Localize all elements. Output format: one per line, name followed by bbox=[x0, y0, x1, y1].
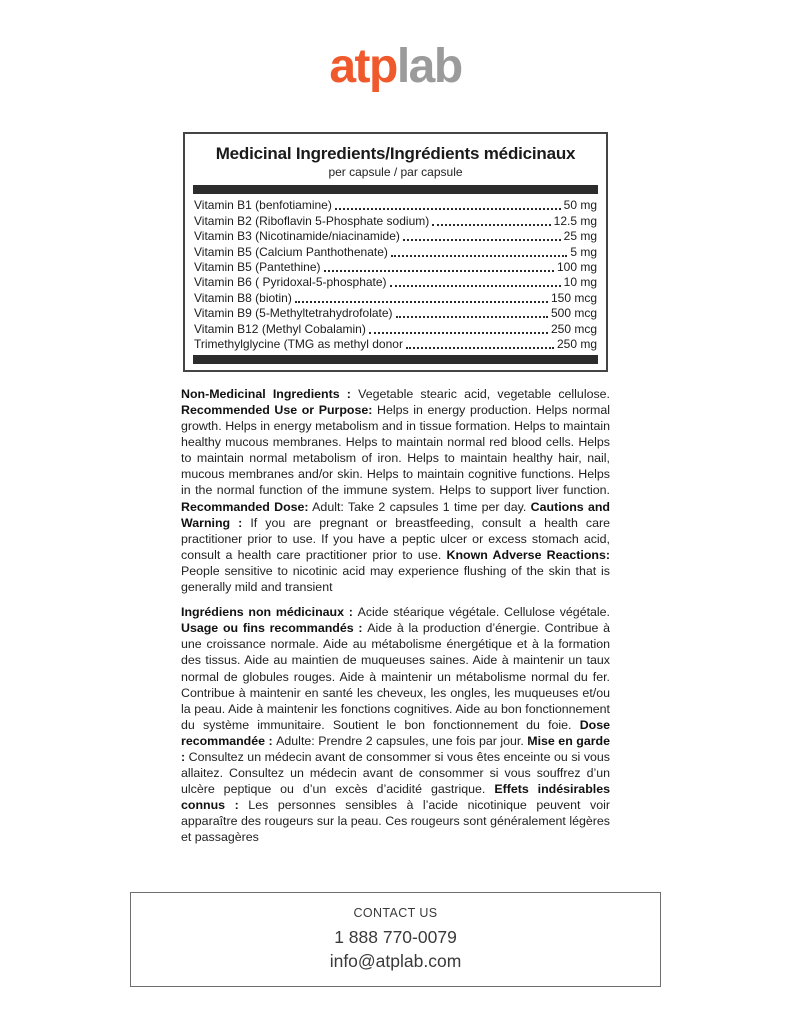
panel-subtitle: per capsule / par capsule bbox=[328, 165, 463, 179]
dot-leader bbox=[324, 270, 554, 272]
ingredient-row bbox=[194, 320, 597, 335]
dot-leader bbox=[396, 316, 548, 318]
dot-leader bbox=[391, 255, 567, 257]
ingredient-amount: 25 mg bbox=[563, 229, 597, 244]
brand-logo bbox=[0, 0, 791, 92]
ingredient-list bbox=[194, 197, 597, 351]
ingredient-name: Vitamin B3 (Nicotinamide/niacinamide) bbox=[194, 229, 400, 244]
ingredient-name: Vitamin B2 (Riboflavin 5-Phosphate sodium) bbox=[194, 213, 430, 228]
ingredient-amount: 10 mg bbox=[563, 275, 597, 290]
ingredient-amount: 250 mg bbox=[556, 336, 597, 351]
ingredient-row bbox=[194, 243, 597, 258]
ingredient-name: Vitamin B1 (benfotiamine) bbox=[194, 198, 332, 213]
ingredient-amount: 12.5 mg bbox=[553, 213, 597, 228]
ingredient-name: Vitamin B6 ( Pyridoxal-5-phosphate) bbox=[194, 275, 387, 290]
ingredient-name: Vitamin B5 (Pantethine) bbox=[194, 259, 321, 274]
ingredient-amount: 50 mg bbox=[563, 198, 597, 213]
contact-phone: 1 888 770-0079 bbox=[334, 926, 457, 947]
english-info-paragraph: Non-Medicinal Ingredients : Vegetable stearic acid, vegetable cellulose. Recommended Use or Purpose: Helps in energy production. Helps normal growth. Helps in energy metabolism and in tissue formation. Helps to maintain healthy mucous membranes. Helps to maintain normal red blood cells. Helps to maintain normal metabolism of iron. Helps to maintain healthy hair, nail, mucous membranes and/or skin. Helps to maintain cognitive functions. Helps in the normal function of the immune system. Helps to support liver function. Recommanded Dose: Adult: Take 2 capsules 1 time per day. Cautions and Warning : If you are pregnant or breastfeeding, consult a health care practitioner prior to use. If you have a peptic ulcer or excess stomach acid, consult a health care practitioner prior to use. Known Adverse Reactions: People sensitive to nicotinic acid may experience flushing of the skin that is generally mild and transient bbox=[181, 386, 611, 595]
contact-email: info@atplab.com bbox=[329, 950, 462, 971]
dot-leader bbox=[403, 239, 561, 241]
ingredient-row bbox=[194, 274, 597, 289]
dot-leader bbox=[406, 347, 554, 349]
french-info-paragraph: Ingrédiens non médicinaux : Acide stéarique végétale. Cellulose végétale. Usage ou fins recommandés : Aide à la production d’énergie. Contribue à une croissance normale. Aide au métabolisme énergétique et à la formation des tissus. Aide au maintien de muqueuses saines. Aide à maintenir un taux normal de globules rouges. Aide à maintenir un métabolisme normal du fer. Contribue à maintenir en santé les cheveux, les ongles, les muqueuses et/ou la peau. Aide à maintenir les fonctions cognitives. Aide au bon fonctionnement du système immunitaire. Soutient le bon fonctionnement du foie. Dose recommandée : Adulte: Prendre 2 capsules, une fois par jour. Mise en garde : Consultez un médecin avant de consommer si vous êtes enceinte ou si vous allaitez. Consultez un médecin avant de consommer si vous souffrez d’un ulcère peptique ou d’un excès d’acidité gastrique. Effets indésirables connus : Les personnes sensibles à l’acide nicotinique peuvent voir apparaître des rougeurs sur la peau. Ces rougeurs sont généralement légères et passagères bbox=[181, 605, 611, 845]
dot-leader bbox=[295, 301, 548, 303]
ingredient-row bbox=[194, 289, 597, 304]
dot-leader bbox=[432, 224, 550, 226]
dot-leader bbox=[335, 208, 561, 210]
contact-heading: CONTACT US bbox=[353, 905, 438, 920]
dot-leader bbox=[369, 332, 548, 334]
ingredient-row bbox=[194, 212, 597, 227]
ingredient-name: Vitamin B9 (5-Methyltetrahydrofolate) bbox=[194, 306, 393, 321]
divider-bar-bottom bbox=[193, 355, 598, 364]
contact-box bbox=[130, 892, 661, 987]
ingredient-name: Trimethylglycine (TMG as methyl donor bbox=[194, 336, 403, 351]
ingredient-amount: 100 mg bbox=[556, 259, 597, 274]
medicinal-ingredients-panel bbox=[183, 132, 608, 372]
ingredient-amount: 5 mg bbox=[570, 244, 597, 259]
dot-leader bbox=[390, 285, 561, 287]
ingredient-amount: 250 mcg bbox=[550, 321, 597, 336]
panel-title: Medicinal Ingredients/Ingrédients médicinaux bbox=[215, 144, 576, 163]
ingredient-row bbox=[194, 259, 597, 274]
ingredient-row bbox=[194, 305, 597, 320]
ingredient-name: Vitamin B12 (Methyl Cobalamin) bbox=[194, 321, 366, 336]
ingredient-amount: 150 mcg bbox=[550, 290, 597, 305]
ingredient-row bbox=[194, 197, 597, 212]
logo-text-atp: atp bbox=[329, 40, 397, 93]
logo-text-lab: lab bbox=[396, 40, 462, 93]
ingredient-name: Vitamin B8 (biotin) bbox=[194, 290, 292, 305]
divider-bar-top bbox=[193, 185, 598, 194]
ingredient-name: Vitamin B5 (Calcium Panthothenate) bbox=[194, 244, 388, 259]
ingredient-row bbox=[194, 336, 597, 351]
ingredient-row bbox=[194, 228, 597, 243]
ingredient-amount: 500 mcg bbox=[550, 306, 597, 321]
